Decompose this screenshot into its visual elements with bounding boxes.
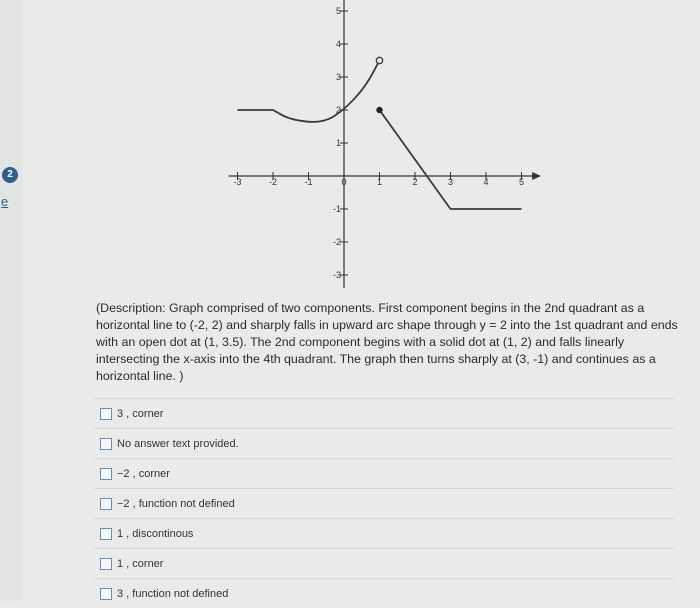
option-label: 3 , function not defined [117, 587, 229, 600]
open-dot [376, 57, 382, 63]
answer-option[interactable] [94, 458, 674, 488]
y-tick-label: -3 [332, 270, 341, 280]
y-tick-label: 3 [335, 72, 341, 82]
graph-description: (Description: Graph comprised of two components. First component begins in the 2nd quadrant as a horizontal line to (-2, 2) and sharply falls in upward arc shape through y = 2 into the 1st quadrant and ends with an open dot at (1, 3.5). The 2nd component begins with a solid dot at (1, 2) and falls linearly intersecting the x-axis into the 4th quadrant. The graph then turns sharply at (3, -1) and continues as a horizontal line. ) [96, 301, 678, 383]
answer-option[interactable] [94, 518, 674, 548]
x-tick-label: 5 [518, 177, 525, 187]
gutter-link[interactable]: e [1, 194, 9, 209]
answer-options [94, 398, 674, 608]
y-tick-label: 2 [335, 105, 341, 115]
x-tick-label: 4 [483, 177, 489, 187]
answer-option[interactable] [94, 548, 674, 578]
y-tick-label: -2 [332, 237, 341, 247]
answer-option[interactable] [94, 428, 674, 458]
x-axis-arrow [532, 172, 541, 180]
y-tick-label: 1 [335, 138, 341, 148]
x-tick-label: -3 [233, 177, 242, 187]
answer-option[interactable] [94, 398, 674, 428]
option-checkbox[interactable] [100, 558, 112, 570]
option-label: −2 , corner [117, 467, 170, 480]
answer-option[interactable] [94, 578, 674, 608]
option-label: 1 , discontinous [117, 527, 194, 540]
x-tick-label: 2 [412, 177, 418, 187]
option-checkbox[interactable] [100, 438, 112, 450]
option-label: 3 , corner [117, 407, 164, 420]
y-tick-label: 5 [335, 6, 341, 16]
option-label: No answer text provided. [117, 437, 239, 450]
question-number-badge: 2 [2, 167, 18, 183]
x-tick-label: 3 [447, 177, 454, 187]
y-tick-label: -1 [332, 204, 341, 214]
curve-component-2 [380, 110, 525, 209]
option-checkbox[interactable] [100, 408, 112, 420]
option-checkbox[interactable] [100, 528, 112, 540]
function-graph [0, 0, 700, 300]
option-checkbox[interactable] [100, 468, 112, 480]
x-tick-label: 1 [376, 177, 383, 187]
tick-labels [233, 6, 524, 280]
y-tick-label: 4 [335, 39, 341, 49]
solid-dot [376, 107, 382, 113]
x-tick-label: -2 [268, 177, 278, 187]
option-checkbox[interactable] [100, 588, 112, 600]
axes [229, 0, 541, 288]
x-tick-label: -1 [304, 177, 313, 187]
x-tick-label: 0 [341, 177, 347, 187]
answer-option[interactable] [94, 488, 674, 518]
option-label: 1 , corner [117, 557, 164, 570]
option-checkbox[interactable] [100, 498, 112, 510]
curve-component-1 [238, 61, 380, 122]
option-label: −2 , function not defined [117, 497, 235, 510]
